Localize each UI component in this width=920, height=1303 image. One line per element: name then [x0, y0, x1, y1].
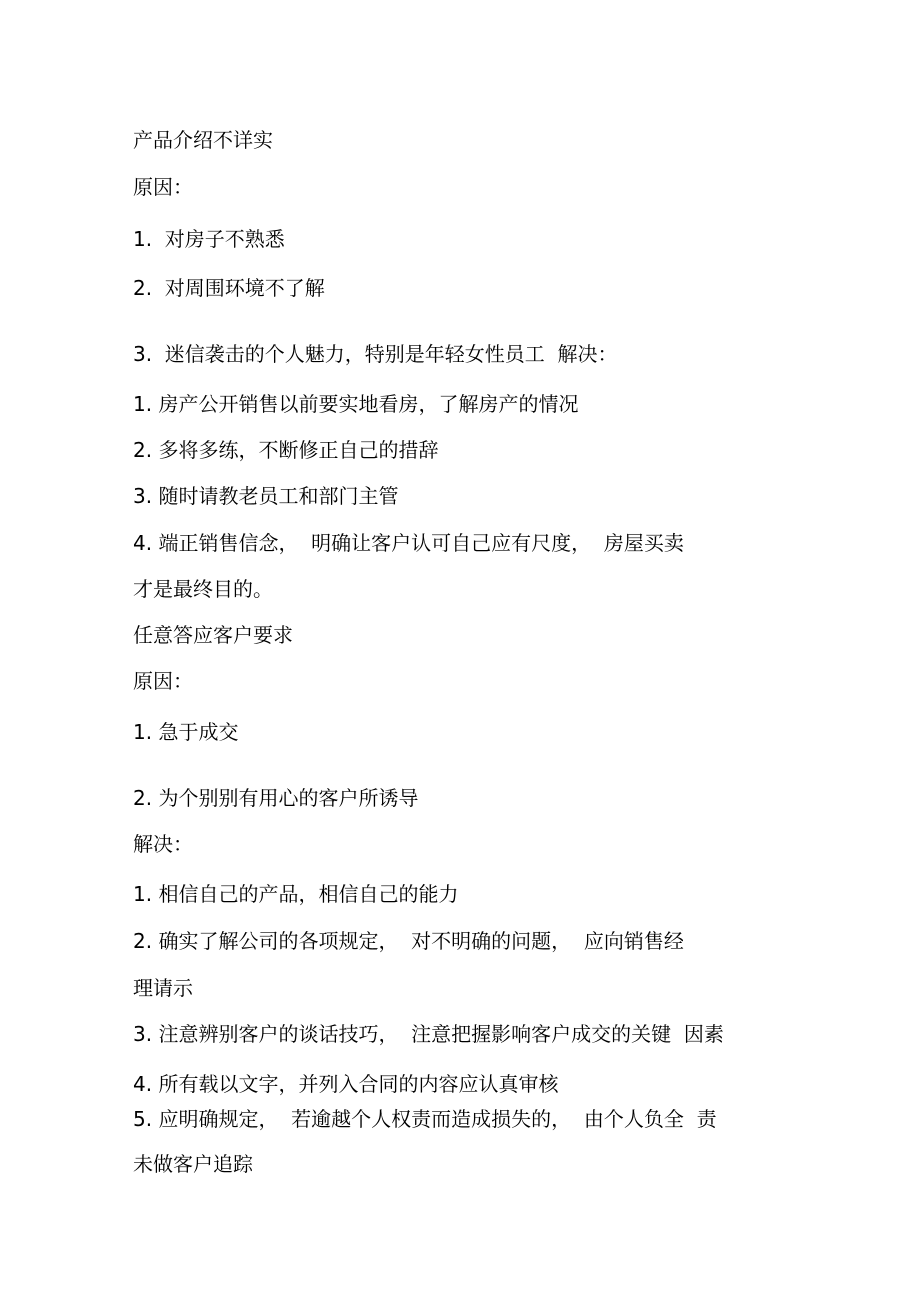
list-item: 4. 所有载以文字，并列入合同的内容应认真审核: [133, 1072, 559, 1096]
list-item: 1. 对房子不熟悉: [133, 227, 285, 251]
list-item: 5. 应明确规定， 若逾越个人权责而造成损失的， 由个人负全 责: [133, 1107, 717, 1131]
list-item: 2. 对周围环境不了解: [133, 276, 325, 300]
list-item: 2. 为个别别有用心的客户所诱导: [133, 786, 419, 810]
list-item: 2. 多将多练，不断修正自己的措辞: [133, 438, 439, 462]
list-item: 4. 端正销售信念， 明确让客户认可自己应有尺度， 房屋买卖: [133, 531, 684, 555]
list-item: 3. 随时请教老员工和部门主管: [133, 484, 399, 508]
list-item-continuation: 才是最终目的。: [133, 577, 273, 601]
list-item: 3. 迷信袭击的个人魅力，特别是年轻女性员工 解决：: [133, 342, 618, 366]
list-item: 1. 房产公开销售以前要实地看房，了解房产的情况: [133, 392, 579, 416]
list-item: 2. 确实了解公司的各项规定， 对不明确的问题， 应向销售经: [133, 929, 684, 953]
list-item: 1. 相信自己的产品，相信自己的能力: [133, 882, 459, 906]
list-item: 1. 急于成交: [133, 720, 239, 744]
cause-label: 原因：: [133, 175, 193, 199]
section-heading-no-follow-up: 未做客户追踪: [133, 1152, 253, 1176]
section-heading-product-intro: 产品介绍不详实: [133, 128, 273, 152]
solution-label: 解决：: [133, 832, 193, 856]
list-item: 3. 注意辨别客户的谈话技巧， 注意把握影响客户成交的关键 因素: [133, 1022, 724, 1046]
cause-label: 原因：: [133, 669, 193, 693]
list-item-continuation: 理请示: [133, 976, 193, 1000]
section-heading-arbitrary-promises: 任意答应客户要求: [133, 623, 293, 647]
